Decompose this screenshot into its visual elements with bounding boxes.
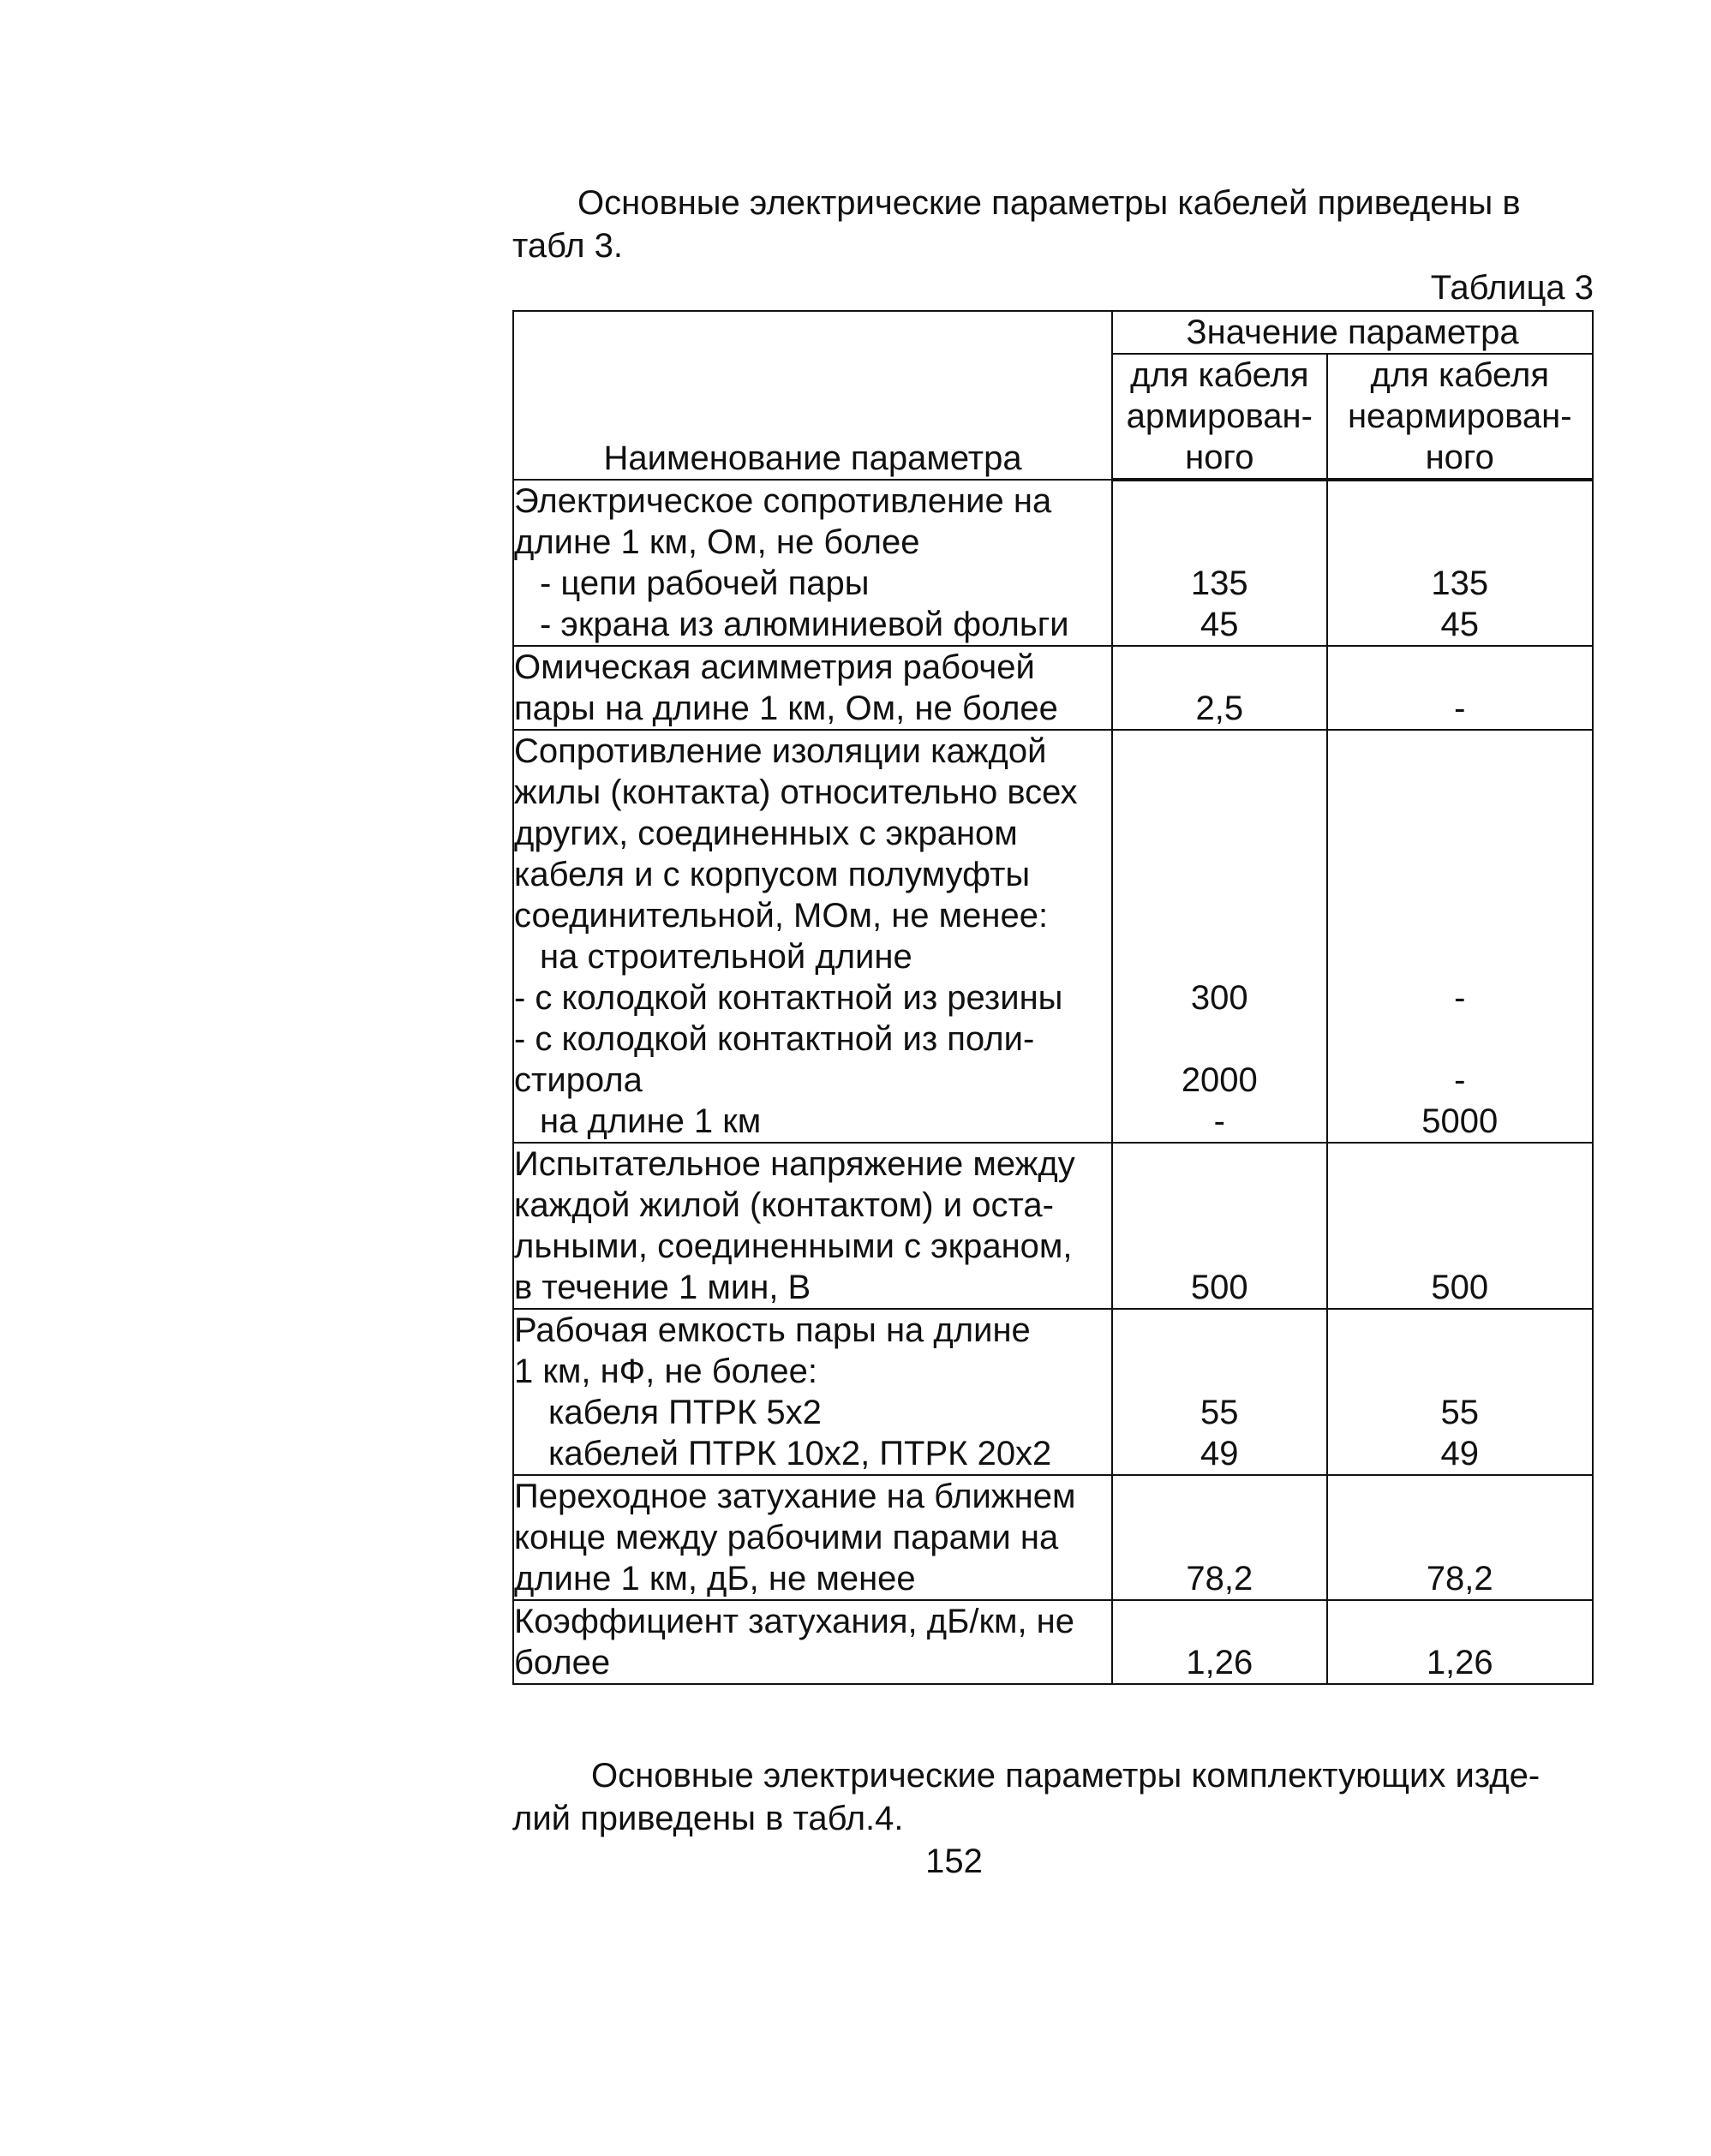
parameter-name-cell	[513, 1475, 1112, 1600]
value-line: 135	[1190, 564, 1248, 602]
parameter-name-cell	[513, 480, 1112, 646]
header-armored-line: армирован-	[1126, 397, 1313, 435]
unarmored-value-cell	[1327, 1143, 1594, 1309]
name-line: кабелей ПТРК 10х2, ПТРК 20х2	[548, 1435, 1052, 1472]
parameter-name-cell	[513, 730, 1112, 1143]
table-row	[513, 480, 1593, 646]
name-line: Коэффициент затухания, дБ/км, не	[514, 1603, 1075, 1640]
name-line: жилы (контакта) относительно всех	[514, 773, 1078, 811]
name-line: длине 1 км, дБ, не менее	[514, 1560, 916, 1598]
value-line: 49	[1440, 1435, 1479, 1472]
value-line: 78,2	[1186, 1560, 1253, 1598]
header-unarmored-line: неармирован-	[1347, 397, 1572, 435]
header-unarmored	[1327, 354, 1594, 480]
name-line: Испытательное напряжение между	[514, 1145, 1075, 1183]
parameter-name-cell	[513, 1309, 1112, 1475]
header-parameter-value: Значение параметра	[1112, 311, 1593, 354]
armored-value-cell	[1112, 1143, 1326, 1309]
intro-line-1: Основные электрические параметры кабелей приведены в	[577, 184, 1521, 222]
intro-paragraph	[512, 182, 1592, 267]
name-line: кабеля и с корпусом полумуфты	[514, 856, 1031, 893]
value-line	[1113, 1018, 1325, 1060]
value-line: 500	[1431, 1269, 1489, 1306]
name-line: кабеля ПТРК 5х2	[548, 1394, 822, 1431]
value-line: 55	[1440, 1394, 1479, 1431]
intro-line-2: табл 3.	[512, 227, 624, 265]
outro-paragraph	[512, 1754, 1594, 1840]
name-line: в течение 1 мин, В	[514, 1269, 811, 1306]
header-parameter-name: Наименование параметра	[513, 311, 1112, 480]
value-line: 5000	[1421, 1102, 1499, 1140]
name-line: других, соединенных с экраном	[514, 815, 1018, 852]
table-row	[513, 730, 1593, 1143]
name-line: стирола	[514, 1061, 643, 1099]
value-line: -	[1454, 1061, 1466, 1099]
armored-value-cell	[1112, 1309, 1326, 1475]
table-caption: Таблица 3	[1430, 269, 1594, 307]
value-line: 1,26	[1426, 1644, 1493, 1681]
table-row	[513, 646, 1593, 730]
unarmored-value-cell	[1327, 1475, 1594, 1600]
page-number: 152	[925, 1842, 983, 1880]
value-line: 49	[1200, 1435, 1239, 1472]
name-line: на длине 1 км	[540, 1102, 762, 1140]
name-line: Рабочая емкость пары на длине	[514, 1311, 1031, 1349]
name-line: - с колодкой контактной из резины	[514, 979, 1063, 1017]
outro-line-2: лий приведены в табл.4.	[512, 1800, 904, 1837]
name-line: - экрана из алюминиевой фольги	[540, 606, 1069, 643]
name-line: конце между рабочими парами на	[514, 1519, 1059, 1556]
unarmored-value-cell	[1327, 1309, 1594, 1475]
header-armored	[1112, 354, 1326, 480]
unarmored-value-cell	[1327, 646, 1594, 730]
name-line: пары на длине 1 км, Ом, не более	[514, 690, 1058, 727]
table-row	[513, 1475, 1593, 1600]
value-line: 78,2	[1426, 1560, 1493, 1598]
value-line: 2000	[1181, 1061, 1258, 1099]
armored-value-cell	[1112, 730, 1326, 1143]
header-armored-line: для кабеля	[1130, 356, 1309, 394]
unarmored-value-cell	[1327, 730, 1594, 1143]
table-row	[513, 1309, 1593, 1475]
value-line: -	[1454, 690, 1466, 727]
table-row	[513, 1600, 1593, 1684]
name-line: Переходное затухание на ближнем	[514, 1478, 1076, 1515]
name-line: Электрическое сопротивление на	[514, 482, 1052, 520]
outro-line-1: Основные электрические параметры комплектующих изде-	[591, 1757, 1540, 1795]
header-unarmored-line: для кабеля	[1370, 356, 1549, 394]
value-line: 1,26	[1186, 1644, 1253, 1681]
value-line: 55	[1200, 1394, 1239, 1431]
name-line: 1 км, нФ, не более:	[514, 1353, 817, 1390]
value-line: 135	[1431, 564, 1489, 602]
armored-value-cell	[1112, 1475, 1326, 1600]
armored-value-cell	[1112, 480, 1326, 646]
value-line: -	[1213, 1102, 1225, 1140]
value-line: -	[1454, 979, 1466, 1017]
parameter-name-cell	[513, 646, 1112, 730]
unarmored-value-cell	[1327, 480, 1594, 646]
armored-value-cell	[1112, 1600, 1326, 1684]
header-unarmored-line: ного	[1425, 439, 1494, 476]
parameter-name-cell	[513, 1600, 1112, 1684]
name-line: льными, соединенными с экраном,	[514, 1227, 1073, 1265]
name-line: более	[514, 1644, 611, 1681]
name-line: на строительной длине	[540, 938, 912, 976]
header-armored-line: ного	[1185, 439, 1254, 476]
armored-value-cell	[1112, 646, 1326, 730]
name-line: Омическая асимметрия рабочей	[514, 648, 1035, 686]
name-line: Сопротивление изоляции каждой	[514, 732, 1047, 770]
name-line: каждой жилой (контактом) и оста-	[514, 1186, 1054, 1224]
value-line: 45	[1200, 606, 1239, 643]
name-line: длине 1 км, Ом, не более	[514, 523, 920, 561]
table-row	[513, 1143, 1593, 1309]
name-line: - цепи рабочей пары	[540, 564, 870, 602]
value-line: 2,5	[1195, 690, 1244, 727]
value-line: 300	[1190, 979, 1248, 1017]
parameters-table	[512, 310, 1594, 1685]
name-line: - с колодкой контактной из поли-	[514, 1020, 1035, 1058]
value-line: 500	[1190, 1269, 1248, 1306]
unarmored-value-cell	[1327, 1600, 1594, 1684]
parameter-name-cell	[513, 1143, 1112, 1309]
name-line: соединительной, МОм, не менее:	[514, 897, 1049, 935]
value-line: 45	[1440, 606, 1479, 643]
value-line	[1328, 1018, 1593, 1060]
